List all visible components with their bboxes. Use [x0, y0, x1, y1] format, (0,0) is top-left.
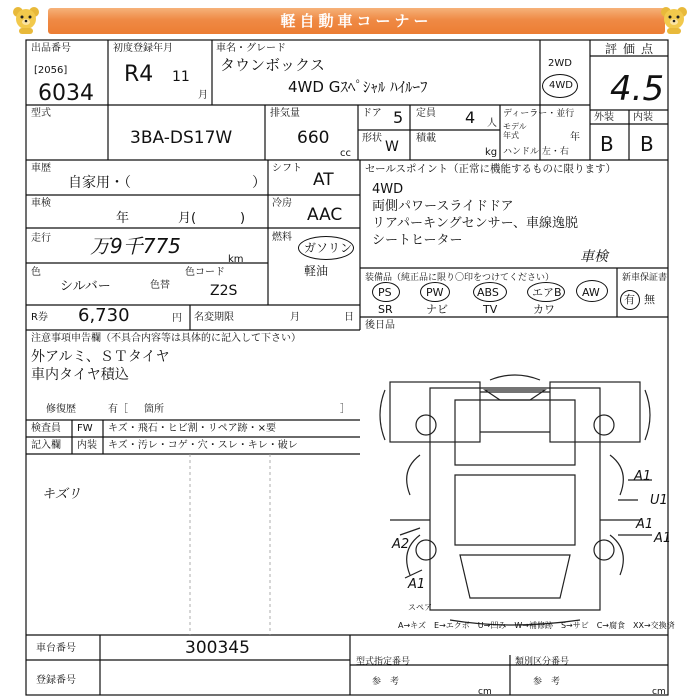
exterior-grade: B: [600, 132, 614, 156]
color-sub-label: 色替: [150, 280, 170, 291]
inspector-label-2: 記入欄: [31, 440, 61, 451]
drive-2wd: 2WD: [548, 58, 572, 69]
repair-place: 箇所: [144, 404, 164, 415]
grade: 4WD Gｽﾍﾟｼｬﾙ ﾊｲﾙｰﾌ: [288, 78, 428, 96]
fuel-gasoline: ガソリン: [304, 241, 353, 255]
history-close: ）: [252, 175, 266, 191]
interior-codes: キズ・汚レ・コゲ・穴・スレ・キレ・破レ: [108, 440, 298, 451]
sales-point: 両側パワースライドドア: [372, 199, 514, 214]
equip-pw: PW: [426, 286, 444, 299]
color-value: シルバー: [60, 279, 111, 294]
shape-value: W: [385, 139, 399, 155]
reg-number-label: 登録番号: [36, 675, 76, 686]
sales-title: セールスポイント（正常に機能するものに限ります）: [365, 163, 617, 175]
doors-label: ドア: [362, 108, 382, 119]
inspection-label: 車検: [31, 198, 51, 209]
dealer-label: ディーラー・並行: [503, 109, 575, 119]
displacement-label: 排気量: [270, 108, 300, 119]
sales-point: シートヒーター: [372, 233, 463, 248]
note-line: 車内タイヤ積込: [31, 367, 129, 383]
inspection-year: 年: [116, 211, 130, 226]
transfer-day: 日: [344, 312, 354, 323]
shift-value: AT: [313, 170, 334, 190]
handwritten-note: 車検: [580, 249, 608, 265]
transfer-month: 月: [290, 312, 300, 323]
fuel-diesel: 軽油: [304, 264, 329, 278]
ref-label: 参 考: [372, 677, 400, 687]
color-code-value: Z2S: [210, 283, 238, 299]
equip-ps: PS: [378, 286, 392, 299]
model-year-label: モデル 年式: [503, 122, 527, 140]
guarantee-label: 新車保証書: [622, 273, 668, 283]
inspection-month: 月(: [178, 211, 197, 226]
history-label: 車歴: [31, 163, 51, 174]
doors-value: 5: [393, 108, 404, 127]
lot-number: 6034: [38, 81, 94, 106]
displacement-value: 660: [297, 128, 330, 148]
lot-label: 出品番号: [31, 43, 71, 54]
damage-mark: A1: [634, 469, 652, 484]
fw-label: FW: [77, 423, 93, 434]
notes-title: 注意事項申告欄（不具合内容等は具体的に記入して下さい）: [31, 333, 301, 344]
reg-month: 11: [172, 69, 190, 85]
drive-4wd: 4WD: [549, 80, 573, 91]
damage-legend: A→キズ E→エクボ U→凹み W→補修跡 S→サビ C→腐食 XX→交換済: [398, 621, 675, 630]
month-unit: 月: [198, 90, 208, 101]
person-unit: 人: [487, 118, 497, 129]
car-diagram: [360, 330, 668, 635]
recycle-value: 6,730: [78, 305, 130, 326]
repair-label: 修復歴: [46, 404, 76, 415]
sales-point: 4WD: [372, 182, 404, 197]
equip-tv: TV: [483, 303, 498, 316]
car-name: タウンボックス: [220, 56, 325, 74]
equip-abs: ABS: [477, 286, 499, 299]
ac-label: 冷房: [272, 198, 292, 209]
handle-label: ハンドル 左・右: [503, 147, 569, 157]
interior-label: 内装: [633, 112, 653, 123]
color-label: 色: [31, 267, 41, 278]
mileage-label: 走行: [31, 233, 51, 244]
first-reg-label: 初度登録年月: [113, 43, 173, 54]
banner-title: 軽自動車コーナー: [280, 12, 433, 30]
handwritten-scratch: キズリ: [42, 487, 81, 502]
type-label: 型式: [31, 108, 51, 119]
inspection-close: ): [240, 211, 246, 226]
kg-unit: kg: [485, 147, 498, 158]
history-value: 自家用・（: [68, 175, 131, 191]
repair-has: 有［: [108, 404, 128, 415]
capacity-value: 4: [465, 108, 476, 127]
fuel-label: 燃料: [272, 232, 292, 243]
sales-point: リアパーキングセンサー、車線逸脱: [372, 216, 579, 231]
model-label: 車名・グレード: [216, 43, 286, 54]
equip-airbag: エアB: [532, 286, 562, 299]
equip-leather: カワ: [533, 303, 555, 316]
chassis-label: 車台番号: [36, 643, 76, 654]
guarantee-yes: 有: [624, 293, 635, 306]
cc-unit: cc: [340, 148, 351, 159]
equipment-label: 装備品（純正品に限り〇印をつけてください）: [365, 273, 555, 283]
year-unit: 年: [570, 132, 580, 143]
ref-label: 参 考: [533, 677, 561, 687]
load-label: 積載: [416, 133, 436, 144]
spare-label: スペア: [408, 603, 432, 612]
interior-grade: B: [640, 132, 654, 156]
after-items-label: 後日品: [365, 320, 395, 331]
score-value: 4.5: [610, 69, 665, 109]
equip-navi: ナビ: [426, 303, 448, 316]
damage-mark: A1: [654, 531, 672, 546]
guarantee-no: 無: [644, 293, 655, 306]
equip-aw: AW: [582, 286, 600, 299]
class-label: 類別区分番号: [515, 657, 570, 667]
equip-sr: SR: [378, 303, 393, 316]
exterior-codes: キズ・飛石・ヒビ割・リペア跡・×要: [108, 423, 276, 434]
damage-mark: U1: [650, 493, 668, 508]
damage-mark: A2: [392, 537, 410, 552]
transfer-label: 名変期限: [194, 312, 234, 323]
shift-label: シフト: [272, 163, 302, 174]
color-code-label: 色コード: [185, 267, 225, 278]
score-label: 評価点: [605, 42, 660, 56]
note-line: 外アルミ、ＳＴタイヤ: [31, 349, 170, 365]
type-value: 3BA-DS17W: [130, 128, 233, 148]
recycle-label: R券: [31, 312, 48, 323]
yen-unit: 円: [172, 313, 182, 324]
damage-mark: A1: [408, 577, 426, 592]
interior-code-label: 内装: [77, 440, 97, 451]
repair-close: ］: [340, 404, 350, 415]
lot-code: [2056]: [34, 65, 68, 76]
cm-unit: cm: [478, 687, 492, 697]
capacity-label: 定員: [416, 108, 436, 119]
shape-label: 形状: [362, 133, 382, 144]
mileage-value: 万9千775: [90, 234, 181, 258]
spec-label: 型式指定番号: [356, 657, 411, 667]
ac-value: AAC: [307, 205, 343, 225]
exterior-label: 外装: [594, 112, 614, 123]
cm-unit: cm: [652, 687, 666, 697]
damage-mark: A1: [636, 517, 654, 532]
inspector-label: 検査員: [31, 423, 61, 434]
km-unit: km: [228, 254, 244, 265]
chassis-value: 300345: [185, 638, 250, 658]
reg-year: R4: [124, 62, 154, 87]
